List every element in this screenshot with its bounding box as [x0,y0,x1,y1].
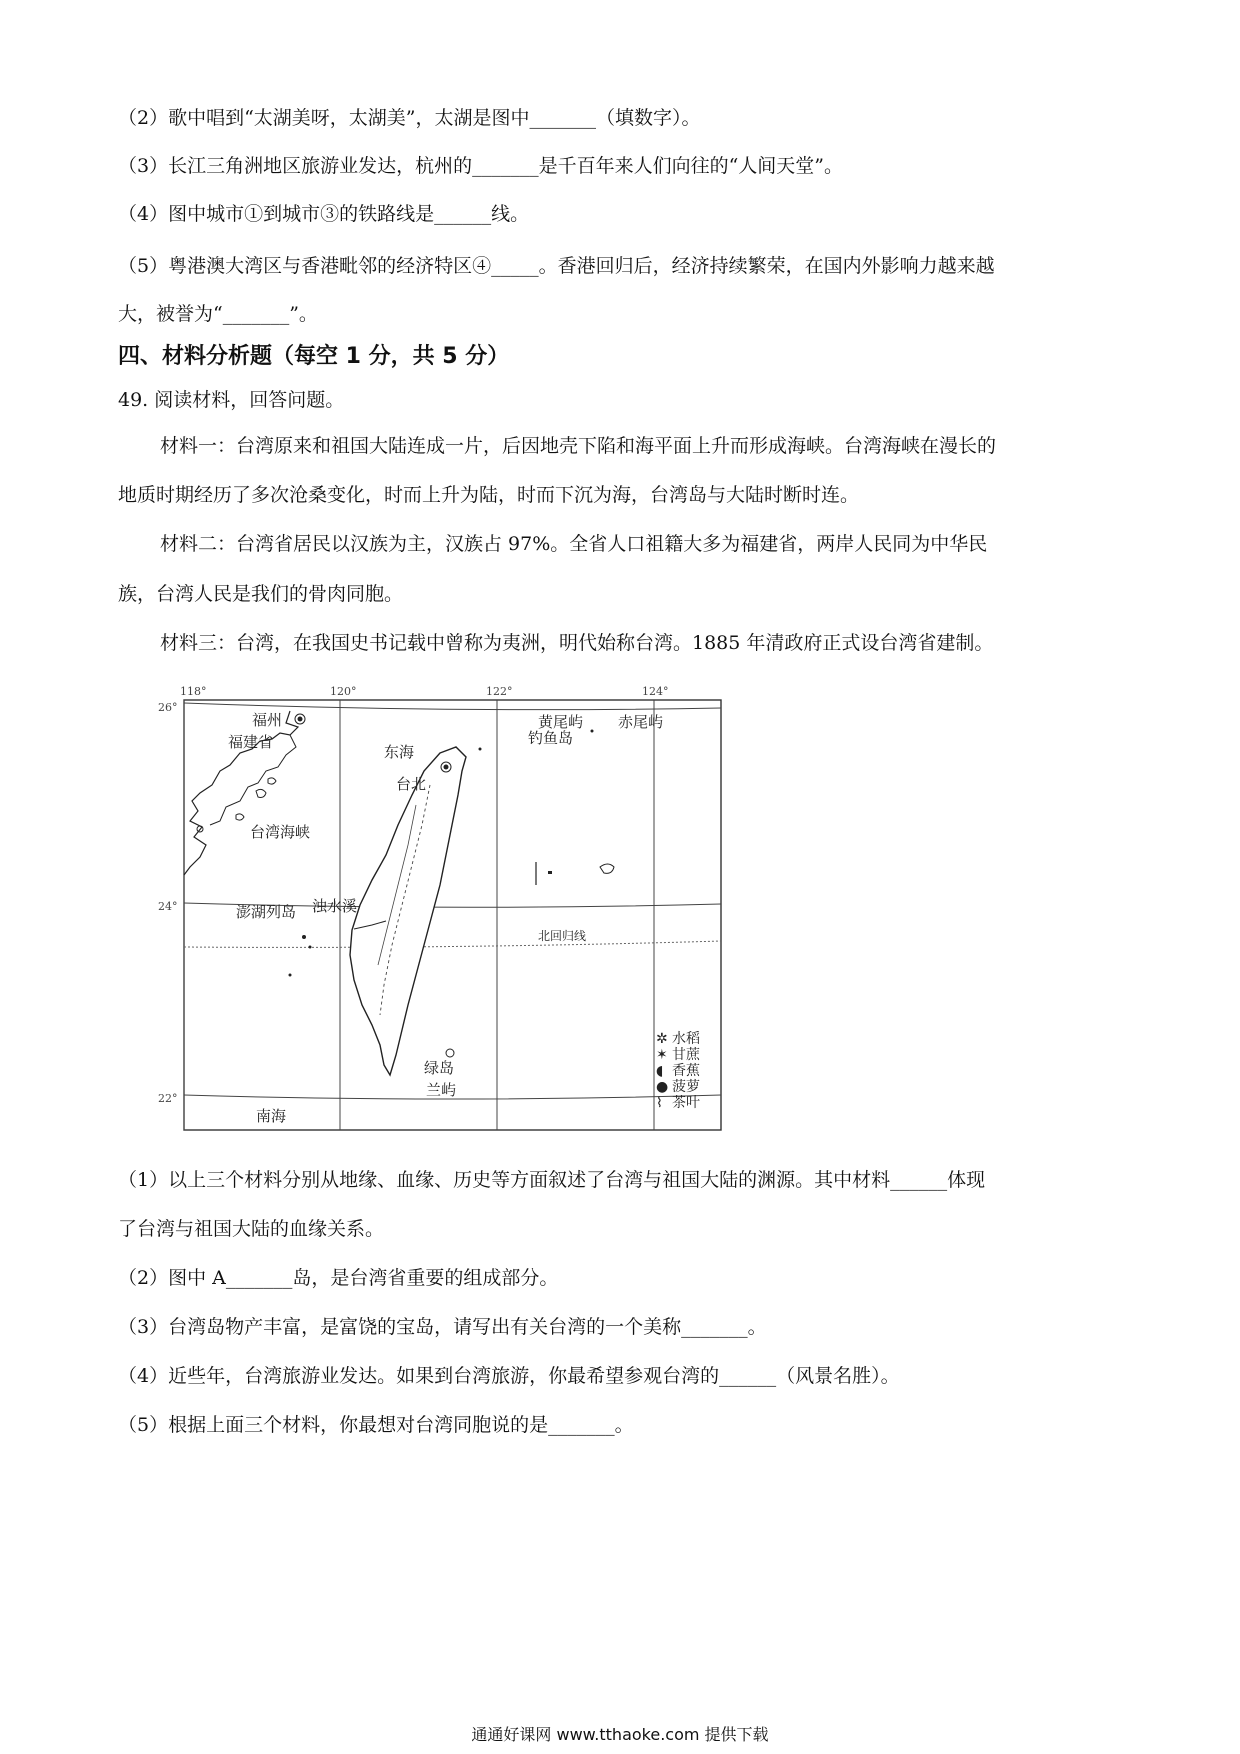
question-5: （5）根据上面三个材料，你最想对台湾同胞说的是_______。 [118,1414,634,1436]
prev-question-3: （3）长江三角洲地区旅游业发达，杭州的_______是千百年来人们向往的“人间天堂”。 [118,155,844,177]
lon-118: 118° [180,685,207,698]
question-1-line2: 了台湾与祖国大陆的血缘关系。 [118,1218,385,1240]
legend-icon-banana: ◖ [656,1063,664,1079]
legend-icon-rice: ✲ [656,1031,668,1047]
footer: 通通好课网 www.tthaoke.com 提供下载 [471,1725,769,1744]
parallel-26 [184,703,721,710]
lon-122: 122° [486,685,513,698]
legend-icon-sugarcane: ✶ [656,1047,668,1063]
taiwan-map [140,675,740,1150]
label-lanyu: 兰屿 [426,1081,457,1099]
taiwan-island [350,747,466,1075]
label-south-sea: 南海 [256,1107,287,1125]
material-2-line1: 材料二：台湾省居民以汉族为主，汉族占 97%。全省人口祖籍大多为福建省，两岸人民同为中华民 [160,533,988,555]
lat-26: 26° [158,701,178,714]
tropic-line [184,941,721,947]
label-east-sea: 东海 [384,743,415,761]
lvdao-marker [446,1049,454,1057]
question-2: （2）图中 A_______岛，是台湾省重要的组成部分。 [118,1267,559,1289]
lat-22: 22° [158,1092,178,1105]
lon-120: 120° [330,685,357,698]
prev-question-4: （4）图中城市①到城市③的铁路线是______线。 [118,203,530,225]
label-fuzhou: 福州 [252,711,283,729]
material-1-line2: 地质时期经历了多次沧桑变化，时而上升为陆，时而下沉为海，台湾岛与大陆时断时连。 [118,484,860,506]
legend-banana: 香蕉 [672,1063,700,1079]
material-1-line1: 材料一：台湾原来和祖国大陆连成一片，后因地壳下陷和海平面上升而形成海峡。台湾海峡在漫长的 [160,435,997,457]
question-4: （4）近些年，台湾旅游业发达。如果到台湾旅游，你最希望参观台湾的______（风景名胜）。 [118,1365,900,1387]
label-huangwei: 黄尾屿 [538,713,584,731]
prev-question-2: （2）歌中唱到“太湖美呀，太湖美”，太湖是图中_______（填数字）。 [118,107,701,129]
label-tropic: 北回归线 [538,929,587,943]
material-3: 材料三：台湾，在我国史书记载中曾称为夷洲，明代始称台湾。1885 年清政府正式设台湾省建制。 [160,632,994,654]
label-fujian: 福建省 [228,733,274,751]
label-lvdao: 绿岛 [424,1059,455,1077]
legend-pineapple: 菠萝 [672,1079,700,1095]
material-2-line2: 族，台湾人民是我们的骨肉同胞。 [118,583,404,605]
label-strait: 台湾海峡 [250,823,311,841]
label-penghu: 澎湖列岛 [236,903,297,921]
prev-question-5-line1: （5）粤港澳大湾区与香港毗邻的经济特区④_____。香港回归后，经济持续繁荣，在国内外影响力越来越 [118,255,995,277]
question-3: （3）台湾岛物产丰富，是富饶的宝岛，请写出有关台湾的一个美称_______。 [118,1316,767,1338]
legend-icon-pineapple: ● [656,1079,669,1095]
legend-tea: 茶叶 [672,1095,700,1111]
map-legend [656,1030,701,1111]
label-chiwei: 赤尾屿 [618,713,664,731]
lat-24: 24° [158,900,178,913]
lon-124: 124° [642,685,669,698]
label-taipei: 台北 [396,775,427,793]
question-49-stem: 49. 阅读材料，回答问题。 [118,389,345,411]
legend-icon-tea: ⌇ [656,1095,663,1111]
legend-sugarcane: 甘蔗 [672,1047,700,1063]
label-diaoyu: 钓鱼岛 [528,729,574,747]
label-zhuoshui: 浊水溪 [312,897,358,915]
section-heading: 四、材料分析题（每空 1 分，共 5 分） [118,344,510,369]
prev-question-5-line2: 大，被誉为“_______”。 [118,303,318,325]
question-1-line1: （1）以上三个材料分别从地缘、血缘、历史等方面叙述了台湾与祖国大陆的渊源。其中材料______体现 [118,1169,986,1191]
legend-rice: 水稻 [672,1031,700,1047]
